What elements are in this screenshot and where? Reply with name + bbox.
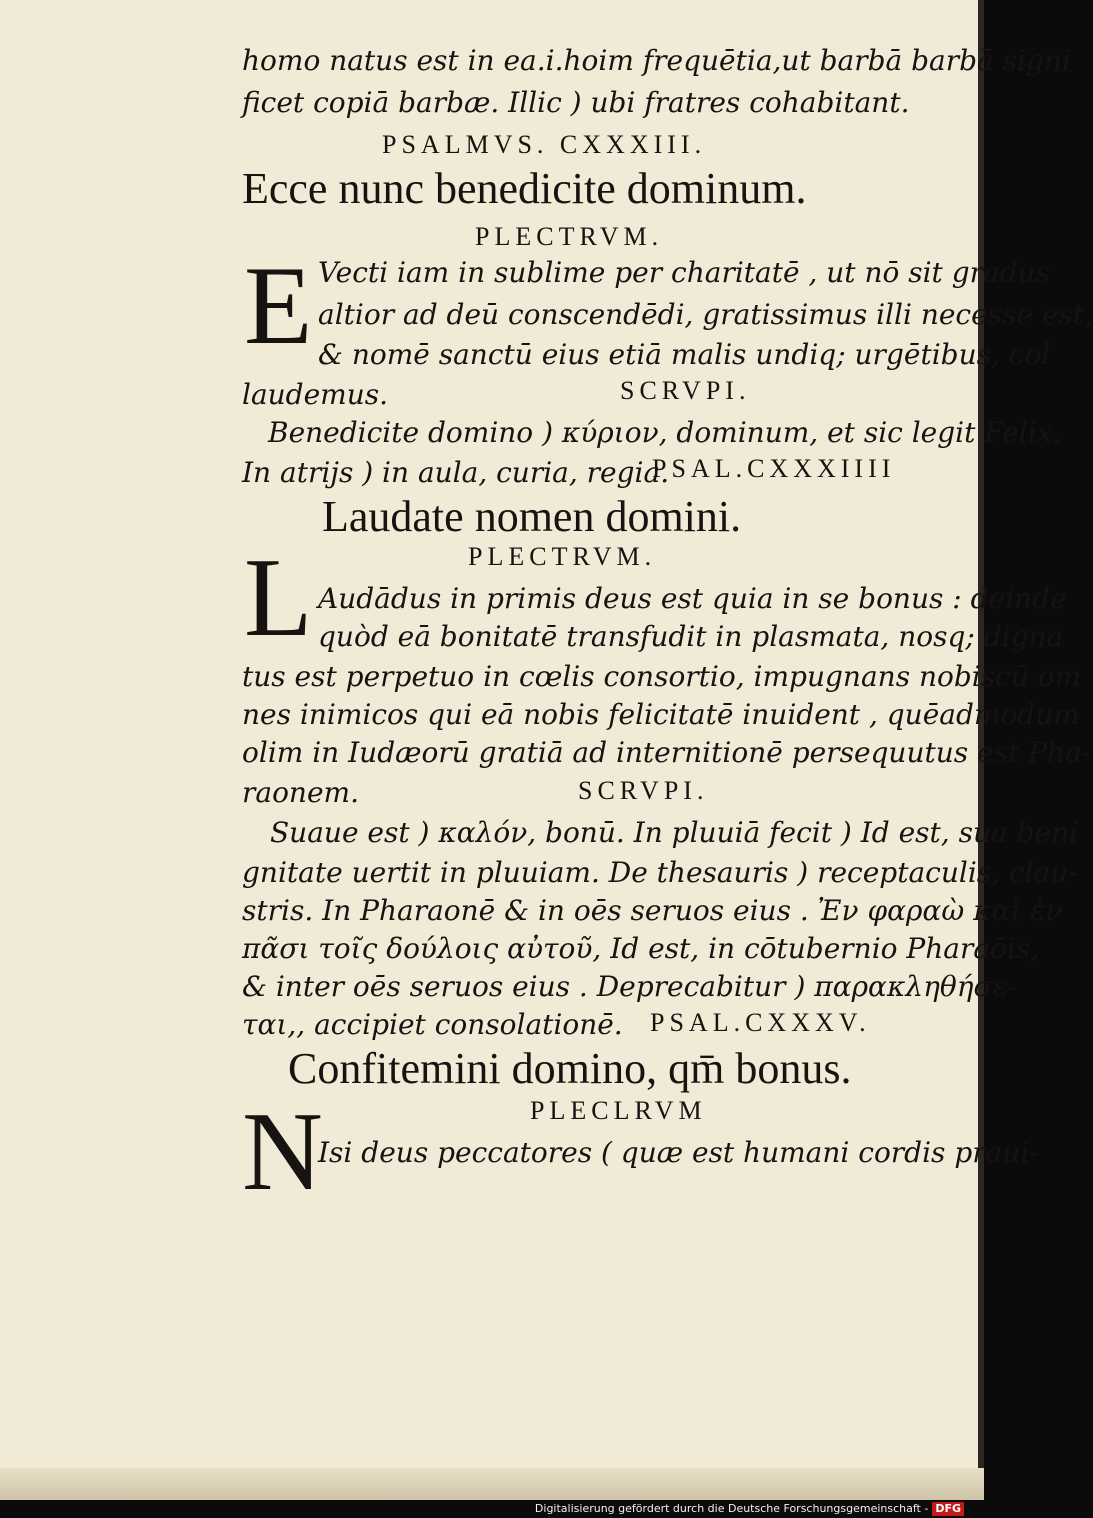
psalm-heading: PSAL.CXXXIIII xyxy=(652,454,896,483)
text-line: Vecti iam in sublime per charitatē , ut nō sit gradus xyxy=(318,256,1051,289)
text-line: Isi deus peccatores ( quæ est humani cordis praui- xyxy=(318,1136,1039,1169)
footer-text: Digitalisierung gefördert durch die Deutsche Forschungsgemeinschaft - xyxy=(534,1502,929,1515)
psalm-title: Confitemini domino, qm̄ bonus. xyxy=(288,1044,852,1093)
psalm-title: Laudate nomen domini. xyxy=(322,492,742,541)
drop-cap-initial: L xyxy=(244,536,313,660)
digitization-footer xyxy=(535,1502,964,1516)
text-line: olim in Iudæorū gratiā ad internitionē persequutus est Pha- xyxy=(242,736,1092,769)
text-line: gnitate uertit in pluuiam. De thesauris ) receptaculis, clau- xyxy=(242,856,1078,889)
text-line: & inter oēs seruos eius . Deprecabitur ) παρακληθήσε- xyxy=(242,970,1018,1003)
text-line: ficet copiā barbæ. Illic ) ubi fratres cohabitant. xyxy=(242,86,910,119)
text-line: raonem. xyxy=(242,776,359,809)
plectrum-heading: PLECLRVM xyxy=(530,1096,707,1125)
text-line: quòd eā bonitatē transfudit in plasmata, nosq; digna xyxy=(318,620,1064,653)
psalm-heading: PSALMVS. CXXXIII. xyxy=(382,130,707,159)
text-line: πᾶσι τοῖς δούλοις αὐτοῦ, Id est, in cōtubernio Pharaōis, xyxy=(242,932,1040,965)
plectrum-heading: PLECTRVM. xyxy=(468,542,657,571)
drop-cap-initial: E xyxy=(244,244,313,368)
plectrum-heading: PLECTRVM. xyxy=(475,222,664,251)
text-line: Suaue est ) καλόν, bonū. In pluuiā fecit ) Id est, sua beni xyxy=(270,816,1079,849)
dfg-logo: DFG xyxy=(932,1502,964,1516)
text-line: In atrijs ) in aula, curia, regia. xyxy=(242,456,670,489)
text-line: ται,, accipiet consolationē. xyxy=(242,1008,623,1041)
text-line: tus est perpetuo in cœlis consortio, impugnans nobiscū om xyxy=(242,660,1082,693)
psalm-title: Ecce nunc benedicite dominum. xyxy=(242,164,807,213)
text-line: nes inimicos qui eā nobis felicitatē inuident , quēadmodum xyxy=(242,698,1080,731)
text-line: & nomē sanctū eius etiā malis undiq; urgētibus, col xyxy=(318,338,1051,371)
psalm-heading: PSAL.CXXXV. xyxy=(650,1008,871,1037)
text-line: Benedicite domino ) κύριον, dominum, et sic legit Felix. xyxy=(268,416,1062,449)
text-line: homo natus est in ea.i.hoim frequētia,ut barbā barbā signi xyxy=(242,44,1071,77)
text-line: stris. In Pharaonē & in oēs seruos eius . Ἐν φαραὼ καὶ ἐν xyxy=(242,894,1063,927)
scrupi-heading: SCRVPI. xyxy=(620,376,751,405)
drop-cap-initial: N xyxy=(242,1090,323,1214)
scrupi-heading: SCRVPI. xyxy=(578,776,709,805)
text-line: Audādus in primis deus est quia in se bonus : deinde xyxy=(318,582,1067,615)
text-line: laudemus. xyxy=(242,378,389,411)
text-line: altior ad deū conscendēdi, gratissimus illi necesse est, xyxy=(318,298,1093,331)
